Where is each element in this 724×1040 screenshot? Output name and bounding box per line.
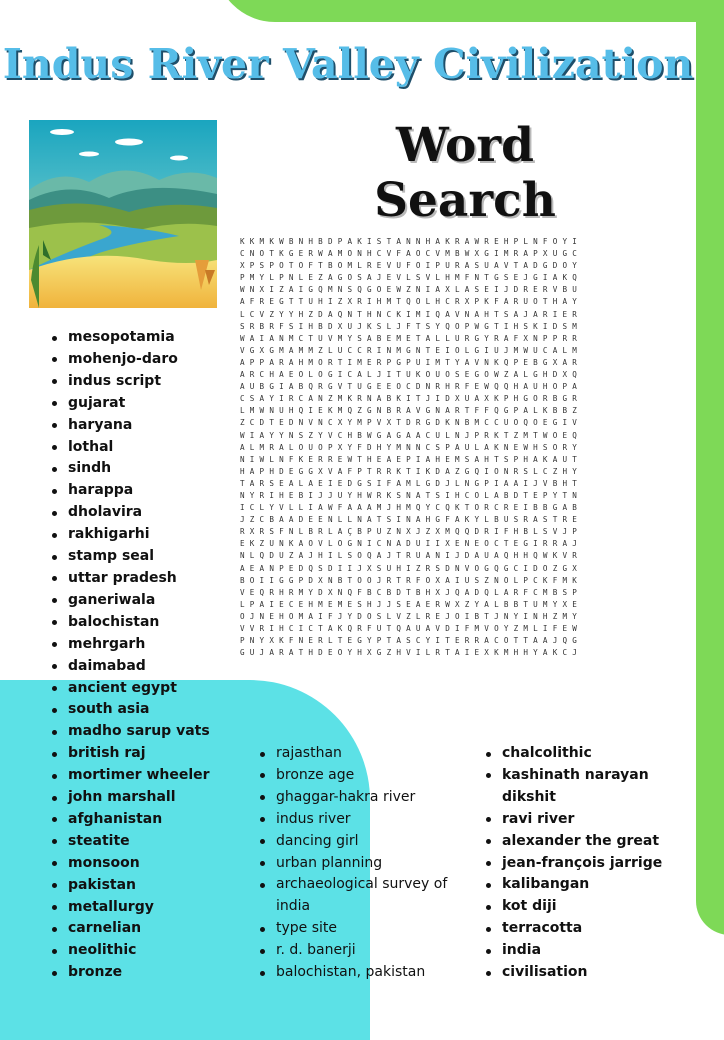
grid-row: SRBRFSIHBDXUJKSLJFTSYQOPWGTIHSKIDSM — [240, 321, 583, 331]
word-list-column-1 — [50, 327, 250, 984]
word-list-item: dholavira — [50, 502, 250, 524]
word-list-item: daimabad — [50, 656, 250, 678]
word-list-item: harappa — [50, 480, 250, 502]
word-list-item: south asia — [50, 699, 250, 721]
word-list-item: mehrgarh — [50, 634, 250, 656]
word-list-item: lothal — [50, 437, 250, 459]
grid-row: AEANPEDQSDIIJXSUHIZRSDNVOGQGCIDOZGX — [240, 563, 583, 573]
word-list-item: alexander the great — [484, 831, 684, 853]
word-list-item: r. d. banerji — [258, 940, 468, 962]
word-list-item: mohenjo-daro — [50, 349, 250, 371]
grid-row: ARCHAEOLOGICALJITUKOUOSEGOWZALGHDXQ — [240, 370, 583, 380]
word-list-item: terracotta — [484, 918, 684, 940]
word-list-item: ganeriwala — [50, 590, 250, 612]
word-list-item: carnelian — [50, 918, 250, 940]
grid-row: AUBGIABQRGVTUGEEOCDNRHRFEWQQHAUHOPA — [240, 382, 583, 392]
word-list-item: metallurgy — [50, 897, 250, 919]
word-list-item: indus river — [258, 809, 468, 831]
grid-row: KKMKWBNHBDPAKISTANNHAKRAWREHPLNFOYI — [240, 237, 583, 246]
grid-row: NYRIHEBIJJUYHWRKSNATSIHCOLABDTEPYTN — [240, 490, 583, 500]
page-title: Indus River Valley Civilization — [2, 40, 694, 88]
grid-row: NIWLNFKERREWTHEAEPIAHEMSAHTSPHAKAUT — [240, 454, 583, 464]
word-list-item: sindh — [50, 458, 250, 480]
word-list-item: balochistan — [50, 612, 250, 634]
word-list-item: steatite — [50, 831, 250, 853]
word-list-item: uttar pradesh — [50, 568, 250, 590]
grid-row: VGXGMAMMZLUCCRINMGNTEIOLGIUJMWUCALM — [240, 345, 583, 355]
word-list-item: type site — [258, 918, 468, 940]
word-list-item: john marshall — [50, 787, 250, 809]
grid-row: ICLYVLLIAWFAAAMJHMQYCQKTORCREIBBGAB — [240, 503, 583, 513]
word-list-item: chalcolithic — [484, 743, 684, 765]
grid-row: OJNEHOMAIFJYDOSLVZLREJOIBTJNYINHZMY — [240, 611, 583, 621]
word-list-item: haryana — [50, 415, 250, 437]
grid-row: WIAYYNSZYVCHBWGAGAACULNJPRKTZMTWOEQ — [240, 430, 583, 440]
word-list-item: ancient egypt — [50, 678, 250, 700]
grid-row: EKZUNKAOVLOGNICNADUIIXENEOCTEGIRRAJ — [240, 539, 583, 549]
word-list-item: jean-françois jarrige — [484, 853, 684, 875]
word-list-item: civilisation — [484, 962, 684, 984]
grid-row: HAPHDEGGXVAFPTRRKTIKDAZGQIONRSLCZHY — [240, 466, 583, 476]
word-search-grid — [240, 236, 672, 659]
grid-row: WAIANMCTUVMYSABEMETALLURGYRAFXNPPRR — [240, 333, 583, 343]
word-list-item: kalibangan — [484, 874, 684, 896]
word-list-item: rakhigarhi — [50, 524, 250, 546]
word-list-item: urban planning — [258, 853, 468, 875]
grid-row: VEQRHRMYDXNQFBCBDTBHXJQADQLARFCMBSP — [240, 587, 583, 597]
word-list-item: mesopotamia — [50, 327, 250, 349]
word-list-item: pakistan — [50, 875, 250, 897]
grid-row: NLQDUZAJHILSOQAJTRUANIJDAUAQHHQWKVR — [240, 551, 583, 561]
grid-row: VVRIHCICTAKQRFUTQAUAVDIFMVOYZMLIFEW — [240, 624, 583, 633]
grid-row: LCVZYYHZDAQNTHNCKIMIQAVNAHTSAJARIER — [240, 309, 583, 319]
word-list-item: mortimer wheeler — [50, 765, 250, 787]
word-list-column-3 — [484, 743, 684, 984]
word-list-item: bronze age — [258, 765, 468, 787]
grid-row: TARSEALAEIEDGSIFAMLGDJLNGPIAAIJVBHT — [240, 478, 583, 488]
word-list-item: indus script — [50, 371, 250, 393]
grid-row: APPARAHMORTIMERPGPUIMTYAVNKQPEBGXAR — [240, 357, 583, 367]
word-list-item: gujarat — [50, 393, 250, 415]
grid-row: BOIIGGPDXNBTOOJRTRFOXAIUSZNOLPCKFMK — [240, 575, 583, 585]
word-list-item: british raj — [50, 743, 250, 765]
grid-row: CSAYIRCANZMKRNABKITJIDXUAXKPHGORBGR — [240, 394, 583, 404]
grid-row: JZCBAADEENLLNATSINAHGFAKYLBUSRASTRE — [240, 515, 583, 525]
grid-row: LPAIECEHMEMESHJJSEAERWXZYALBBTUMYXE — [240, 599, 583, 609]
grid-row: ALMRALOUOPXYFDHYMNNCSPAULAKNEWHSORY — [240, 442, 583, 452]
decorative-green-band-right — [696, 0, 724, 935]
grid-row: CNOTKGERWAMONHCVFAOCVMBWXGIMRAPXUGC — [240, 249, 583, 259]
grid-row: PMYLPNLEZAGOSAJEVLSVLHMFNTGSEJGIAKQ — [240, 273, 583, 283]
grid-row: LMWNUHQIEKMQZGNBRAVGNARTFFQGPALKBBZ — [240, 406, 583, 416]
decorative-green-band-top — [215, 0, 724, 22]
word-list-item: kashinath narayan dikshit — [484, 765, 684, 809]
word-list-item: stamp seal — [50, 546, 250, 568]
word-list-item: neolithic — [50, 940, 250, 962]
word-list-item: monsoon — [50, 853, 250, 875]
word-list-item: bronze — [50, 962, 250, 984]
word-list-item: balochistan, pakistan — [258, 962, 468, 984]
page-subtitle: Word Search — [374, 118, 556, 228]
word-list-item: india — [484, 940, 684, 962]
word-list-item: ravi river — [484, 809, 684, 831]
word-list-item: afghanistan — [50, 809, 250, 831]
word-list-item: dancing girl — [258, 831, 468, 853]
word-list-column-2 — [258, 743, 468, 984]
grid-row: GUJARATHDEOYHXGZHVILRTAIEXKMHHYAKCJ — [240, 648, 583, 658]
grid-row: XPSPOTOFTBOMLREVUFOIPURASUAVTADGDOY — [240, 261, 583, 271]
word-list-item: ghaggar-hakra river — [258, 787, 468, 809]
landscape-illustration — [29, 120, 217, 308]
grid-row: RXRSFNLBRLAÇBPUZNXJZXMQQDRIFHBLSVJP — [240, 527, 583, 537]
grid-row: PNYXKFNERLTEGYPTASCYITERRACOTTAAJQG — [240, 636, 583, 646]
word-list-item: archaeological survey of india — [258, 874, 468, 918]
word-list-item: rajasthan — [258, 743, 468, 765]
grid-row: ZCDTEDNVNCXYMPVXTDRGDKNBMCCUOQOEGIV — [240, 418, 583, 428]
grid-row: AFREGTTUHIZXRIHMTQOLHCRXPKFARUOTHAY — [240, 297, 583, 307]
grid-row: WNXIZAIGQMNSQGOEWZNIAXLASEIJDRERVBU — [240, 285, 583, 295]
word-list-item: kot diji — [484, 896, 684, 918]
word-list-item: madho sarup vats — [50, 721, 250, 743]
